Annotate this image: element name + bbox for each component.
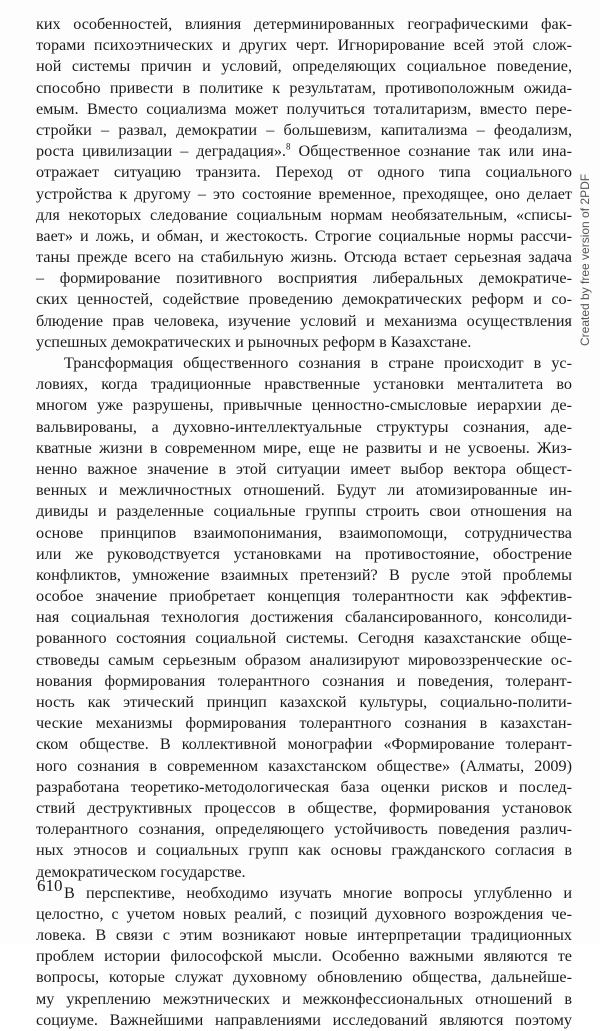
watermark xyxy=(578,120,594,360)
text-line: стройки – развал, демократии – большевизм, капитализма – феодализм, xyxy=(36,120,572,139)
text-line: целостно, с учетом новых реалий, с позиций духовного возрождения че- xyxy=(36,904,572,923)
text-line: основе принципов взаимопонимания, взаимопомощи, сотрудничества xyxy=(36,523,572,542)
text-line: конфликтов, умножение взаимных претензий? В русле этой проблемы xyxy=(36,565,572,584)
text-line: проблем истории философской мысли. Особенно важными являются те xyxy=(36,947,572,966)
paragraph-1 xyxy=(36,14,572,353)
text-fragment: роста цивилизации – деградация». xyxy=(36,142,286,161)
text-line: устройства к другому – это состояние временное, преходящее, оно делает xyxy=(36,184,572,203)
paragraph-3 xyxy=(36,883,572,1031)
text-line: вальвированы, а духовно-интеллектуальные структуры сознания, аде- xyxy=(36,417,572,436)
text-line: блюдение прав человека, изучение условий и механизма осуществления xyxy=(36,311,572,330)
text-line: ненно важное значение в этой ситуации имеет выбор вектора общест- xyxy=(36,459,572,478)
text-line: ность как этический принцип казахской культуры, социально-полити- xyxy=(36,693,572,711)
text-line: кватные жизни в современном мире, еще не развиты и не усвоены. Жиз- xyxy=(36,438,572,457)
text-line: для некоторых следование социальным нормам необязательным, «списы- xyxy=(36,205,572,224)
text-fragment: Общественное сознание так или ина- xyxy=(290,142,572,161)
page-number: 610 xyxy=(37,876,63,895)
text-line: ловиях, когда традиционные нравственные установки менталитета во xyxy=(36,375,572,394)
text-line: толерантного сознания, определяющего устойчивость поведения различ- xyxy=(36,820,572,839)
text-line: ного сознания в современном казахстанском обществе» (Алматы, 2009) xyxy=(36,756,572,775)
footnote-mark: 8 xyxy=(285,141,291,152)
text-line: таны прежде всего на стабильную жизнь. Отсюда встает серьезная задача xyxy=(36,248,572,267)
text-line: рованного состояния социальной системы. Сегодня казахстанские обще- xyxy=(36,629,572,648)
text-line: вает» и ложь, и обман, и жестокость. Строгие социальные нормы рассчи- xyxy=(36,226,572,245)
text-line: нования формирования толерантного сознания и поведения, толерант- xyxy=(36,671,572,690)
watermark-text: Created by free version of 2PDF xyxy=(578,173,592,346)
text-line: ных этносов и социальных групп как основы гражданского согласия в xyxy=(36,841,572,860)
text-line xyxy=(36,141,572,162)
text-line: ствоведы самым серьезным образом анализируют мировоззренческие ос- xyxy=(36,650,572,669)
text-line: многом уже разрушены, привычные ценностно-смысловые иерархии де- xyxy=(36,396,572,415)
text-line: или же руководствуется установками на противостояние, обострение xyxy=(36,544,572,563)
text-line: венных и межличностных отношений. Будут ли атомизированные ин- xyxy=(36,481,572,500)
text-line: особое значение приобретает концепция толерантности как эффектив- xyxy=(36,587,572,606)
text-line: успешных демократических и рыночных реформ в Казахстане. xyxy=(36,332,472,351)
text-line: демократическом государстве. xyxy=(36,862,246,881)
text-line: ная социальная технология достижения сбалансированного, консолиди- xyxy=(36,608,572,627)
text-line: ствий деструктивных процессов в обществе, формирования установок xyxy=(36,798,572,817)
text-line: торами психоэтнических и других черт. Игнорирование всей этой слож- xyxy=(36,36,572,55)
paragraph-2 xyxy=(36,353,572,883)
body-text xyxy=(36,14,572,1031)
text-line: В перспективе, необходимо изучать многие вопросы углубленно и xyxy=(64,883,572,902)
text-line: Трансформация общественного сознания в стране происходит в ус- xyxy=(64,354,572,372)
text-line: разработана теоретико-методологическая база оценки рисков и послед- xyxy=(36,777,572,796)
text-line: социуме. Важнейшими направлениями исследований являются поэтому xyxy=(36,1010,572,1029)
text-line: ских ценностей, содействие проведению демократических реформ и со- xyxy=(36,290,572,309)
text-line: емым. Вместо социализма может получиться тоталитаризм, вместо пере- xyxy=(36,99,572,118)
text-line: вопросы, которые служат духовному обновлению общества, дальнейше- xyxy=(36,968,572,987)
text-line: – формирование позитивного восприятия либеральных демократиче- xyxy=(36,269,572,288)
text-line: ловека. В связи с этим возникают новые интерпретации традиционных xyxy=(36,926,572,945)
text-line: ческие механизмы формирования толерантного сознания в казахстан- xyxy=(36,714,572,733)
text-line: ском обществе. В коллективной монографии «Формирование толерант- xyxy=(36,735,572,754)
text-line: дивиды и разделенные социальные группы строить свои отношения на xyxy=(36,502,572,521)
text-line: способно привести в политике к результатам, противоположным ожида- xyxy=(36,78,572,97)
text-line: му укреплению межэтнических и межконфессиональных отношений в xyxy=(36,989,572,1008)
text-line: отражает ситуацию транзита. Переход от одного типа социального xyxy=(36,163,572,182)
text-line: ной системы причин и условий, определяющих социальное поведение, xyxy=(36,57,572,76)
text-line: ких особенностей, влияния детерминированных географическими фак- xyxy=(36,15,572,33)
